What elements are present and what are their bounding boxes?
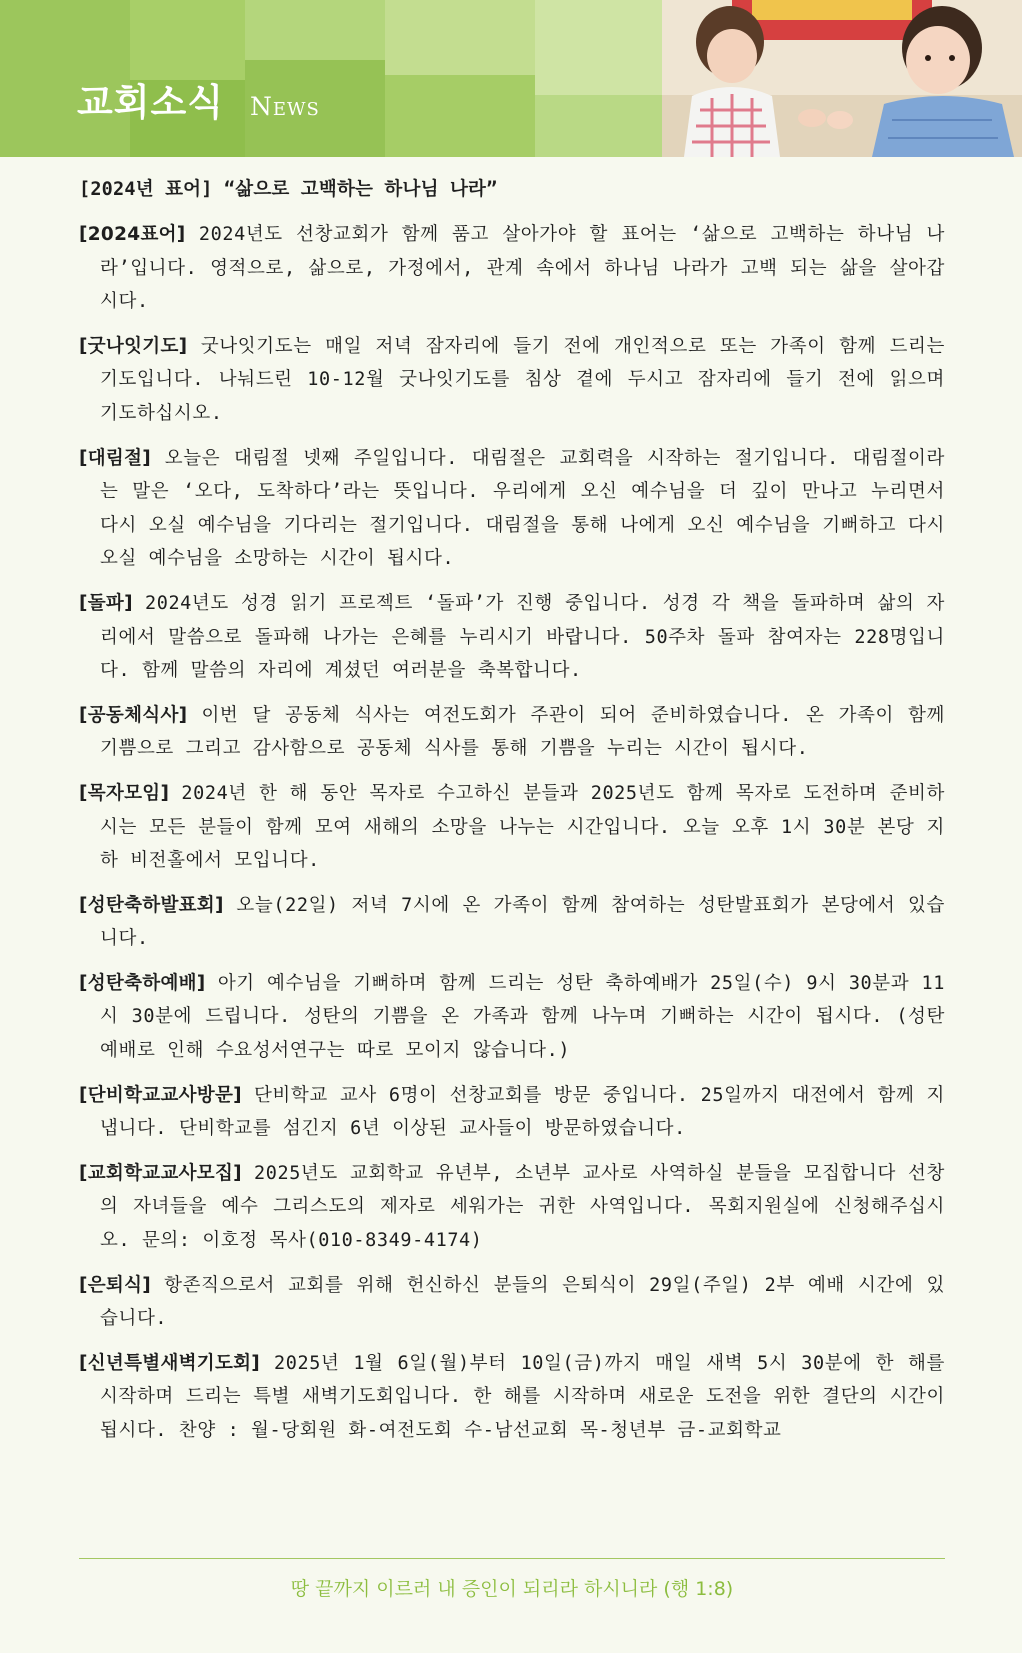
news-item-tag: [교회학교교사모집] — [79, 1162, 242, 1184]
news-item-teacher-recruitment — [79, 1157, 945, 1258]
news-item-text: 굿나잇기도는 매일 저녁 잠자리에 들기 전에 개인적으로 또는 가족이 함께 드리는 기도입니다. 나눠드린 10-12월 굿나잇기도를 침상 곁에 두시고 잠자리에 들기 전에 읽으며 기도하십시오. — [100, 335, 945, 424]
news-item-text: 오늘은 대림절 넷째 주일입니다. 대림절은 교회력을 시작하는 절기입니다. 대림절이라는 말은 ‘오다, 도착하다’라는 뜻입니다. 우리에게 오신 예수님을 더 깊이 만나고 누리면서 다시 오실 예수님을 기다리는 절기입니다. 대림절을 통해 나에게 오신 예수님을 기뻐하고 다시 오실 예수님을 소망하는 시간이 됩시다. — [100, 447, 945, 570]
news-item-text: 이번 달 공동체 식사는 여전도회가 주관이 되어 준비하였습니다. 온 가족이 함께 기쁨으로 그리고 감사함으로 공동체 식사를 통해 기쁨을 누리는 시간이 됩시다. — [100, 704, 945, 760]
news-header — [0, 0, 1022, 157]
news-item-shepherd-meeting — [79, 777, 945, 878]
children-illustration — [662, 0, 1022, 157]
news-item-christmas-recital — [79, 889, 945, 956]
news-item-tag: [성탄축하예배] — [79, 972, 206, 994]
news-item-tag: [대림절] — [79, 447, 152, 469]
news-item-danbi-teachers — [79, 1079, 945, 1146]
news-item-community-meal — [79, 699, 945, 766]
news-item-tag: [굿나잇기도] — [79, 335, 188, 357]
title-korean: 교회소식 — [77, 81, 224, 124]
header-title — [77, 72, 320, 122]
news-item-text: 2024년 한 해 동안 목자로 수고하신 분들과 2025년도 함께 목자로 도전하며 준비하시는 모든 분들이 함께 모여 새해의 소망을 나누는 시간입니다. 오늘 오후 1시 30분 본당 지하 비전홀에서 모입니다. — [100, 782, 945, 872]
news-item-text: 2025년도 교회학교 유년부, 소년부 교사로 사역하실 분들을 모집합니다 선창의 자녀들을 예수 그리스도의 제자로 세워가는 귀한 사역입니다. 목회지원실에 신청해주십시오. 문의: 이호정 목사(010-8349-4174) — [100, 1162, 945, 1252]
news-item-goodnight-prayer — [79, 330, 945, 431]
news-item-text: 오늘(22일) 저녁 7시에 온 가족이 함께 참여하는 성탄발표회가 본당에서 있습니다. — [100, 894, 945, 950]
news-item-tag: [2024표어] — [79, 224, 186, 245]
header-tile — [385, 75, 535, 157]
news-item-text: 2024년도 선창교회가 함께 품고 살아가야 할 표어는 ‘삶으로 고백하는 하나님 나라’입니다. 영적으로, 삶으로, 가정에서, 관계 속에서 하나님 나라가 고백 되는 삶을 살아갑시다. — [100, 224, 945, 313]
news-item-text: 항존직으로서 교회를 위해 헌신하신 분들의 은퇴식이 29일(주일) 2부 예배 시간에 있습니다. — [100, 1274, 945, 1330]
header-tile — [130, 0, 245, 80]
news-item-new-year-prayer — [79, 1347, 945, 1448]
news-item-advent — [79, 442, 945, 576]
news-item-retirement — [79, 1269, 945, 1336]
footer-divider — [79, 1558, 945, 1559]
title-english: News — [249, 92, 320, 121]
news-item-text: 2024년도 성경 읽기 프로젝트 ‘돌파’가 진행 중입니다. 성경 각 책을 돌파하며 삶의 자리에서 말씀으로 돌파해 나가는 은혜를 누리시기 바랍니다. 50주차 돌파 참여자는 228명입니다. 함께 말씀의 자리에 계셨던 여러분을 축복합니다. — [100, 592, 945, 682]
annual-motto: [2024년 표어] “삶으로 고백하는 하나님 나라” — [79, 179, 498, 200]
news-item-text: 단비학교 교사 6명이 선창교회를 방문 중입니다. 25일까지 대전에서 함께 지냅니다. 단비학교를 섬긴지 6년 이상된 교사들이 방문하였습니다. — [100, 1084, 945, 1140]
children-photo — [662, 0, 1022, 157]
news-item-tag: [목자모임] — [79, 782, 170, 804]
footer-verse: 땅 끝까지 이르러 내 증인이 되리라 하시니라 (행 1:8) — [290, 1578, 734, 1600]
news-item-christmas-service — [79, 967, 945, 1068]
news-item-2024-motto — [79, 218, 945, 319]
news-item-tag: [공동체식사] — [79, 704, 188, 726]
header-tile — [535, 0, 662, 95]
header-tile — [385, 0, 535, 75]
news-item-tag: [돌파] — [79, 592, 133, 614]
news-content — [79, 172, 945, 1459]
header-tile — [535, 95, 662, 157]
news-item-text: 2025년 1월 6일(월)부터 10일(금)까지 매일 새벽 5시 30분에 한 해를 시작하며 드리는 특별 새벽기도회입니다. 한 해를 시작하며 새로운 도전을 위한 결단의 시간이 됩시다. 찬양 : 월-당회원 화-여전도회 수-남선교회 목-청년부 금-교회학교 — [100, 1352, 945, 1441]
news-item-tag: [은퇴식] — [79, 1274, 152, 1296]
news-item-breakthrough — [79, 587, 945, 688]
news-item-tag: [성탄축하발표회] — [79, 894, 224, 916]
news-item-tag: [단비학교교사방문] — [79, 1084, 242, 1106]
news-item-tag: [신년특별새벽기도회] — [79, 1352, 261, 1374]
news-item-text: 아기 예수님을 기뻐하며 함께 드리는 성탄 축하예배가 25일(수) 9시 30분과 11시 30분에 드립니다. 성탄의 기쁨을 온 가족과 함께 나누며 기뻐하는 시간이 됩시다. (성탄예배로 인해 수요성서연구는 따로 모이지 않습니다.) — [100, 972, 945, 1062]
header-tile — [245, 0, 385, 60]
